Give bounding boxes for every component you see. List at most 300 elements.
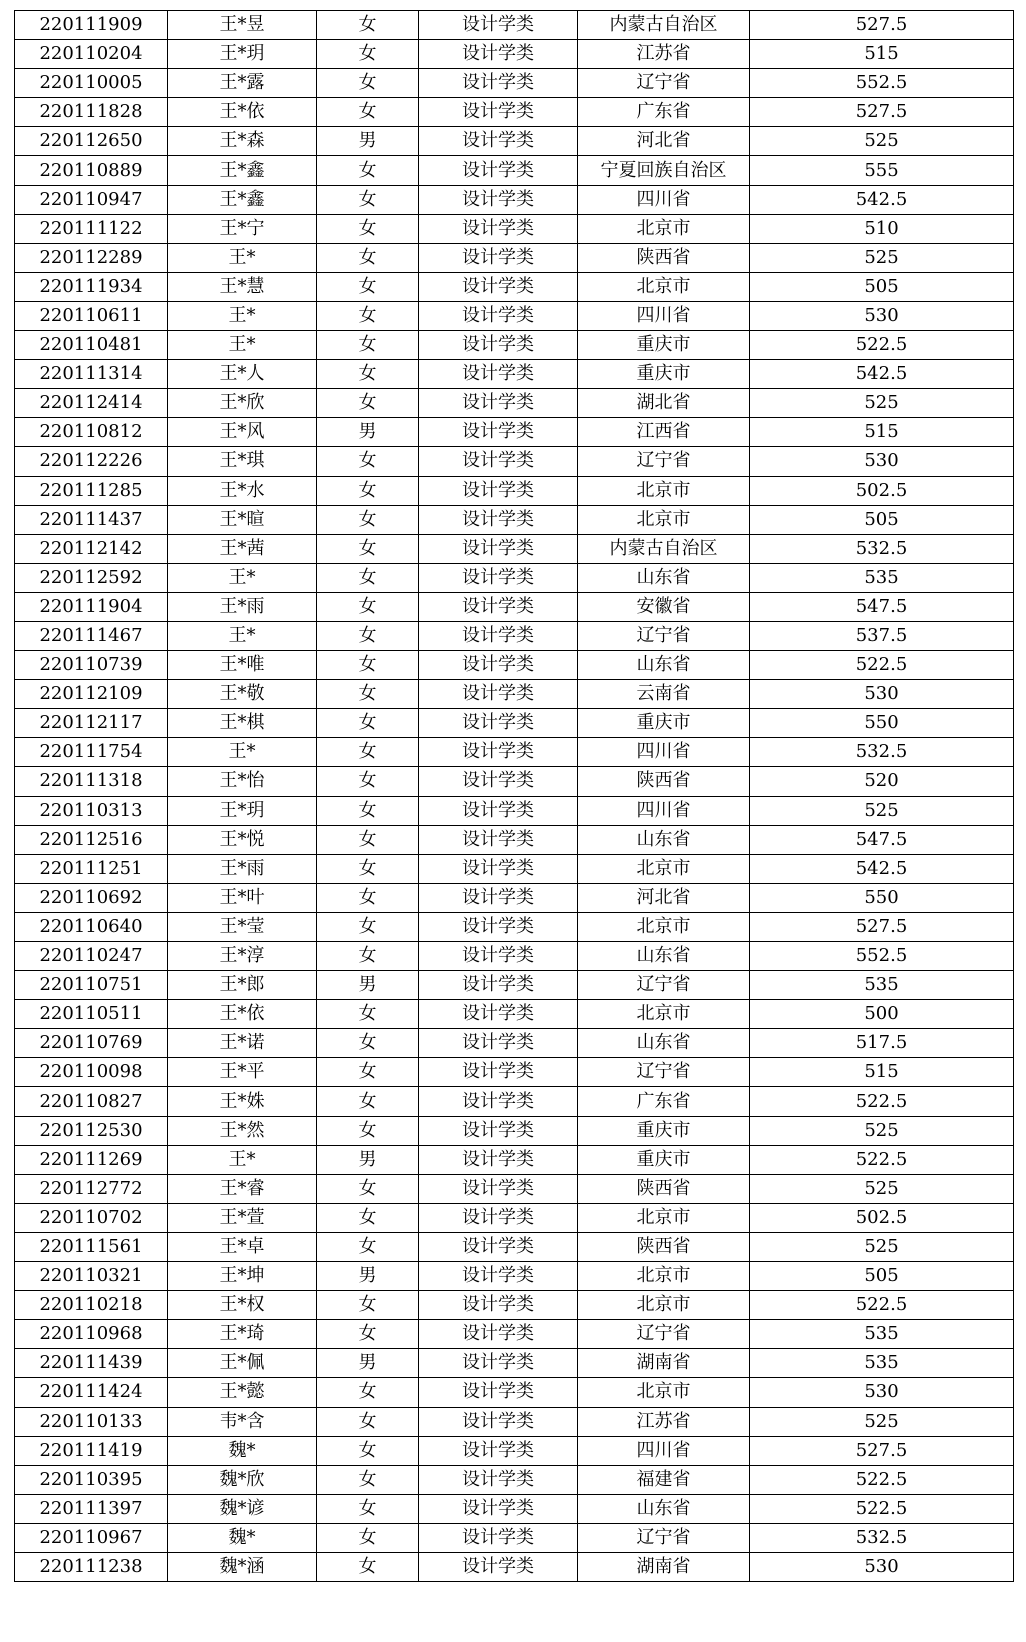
name-cell: 王*: [168, 301, 317, 330]
name-cell: 王*鑫: [168, 185, 317, 214]
score-cell: 530: [750, 1378, 1014, 1407]
major-cell: 设计学类: [419, 447, 578, 476]
gender-cell: 女: [317, 1174, 419, 1203]
gender-cell: 女: [317, 854, 419, 883]
gender-cell: 女: [317, 534, 419, 563]
candidate-id-cell: 220112226: [15, 447, 168, 476]
major-cell: 设计学类: [419, 1523, 578, 1552]
table-row: [15, 912, 1014, 941]
candidate-id-cell: 220110968: [15, 1320, 168, 1349]
table-row: [15, 621, 1014, 650]
table-row: [15, 1116, 1014, 1145]
score-cell: 522.5: [750, 1145, 1014, 1174]
table-row: [15, 331, 1014, 360]
major-cell: 设计学类: [419, 1232, 578, 1261]
score-cell: 527.5: [750, 98, 1014, 127]
province-cell: 云南省: [578, 680, 750, 709]
score-cell: 542.5: [750, 360, 1014, 389]
major-cell: 设计学类: [419, 680, 578, 709]
major-cell: 设计学类: [419, 1378, 578, 1407]
name-cell: 王*依: [168, 98, 317, 127]
score-cell: 525: [750, 1174, 1014, 1203]
name-cell: 王*雨: [168, 592, 317, 621]
candidate-id-cell: 220111397: [15, 1494, 168, 1523]
table-row: [15, 592, 1014, 621]
major-cell: 设计学类: [419, 418, 578, 447]
candidate-id-cell: 220110511: [15, 1000, 168, 1029]
province-cell: 辽宁省: [578, 1523, 750, 1552]
province-cell: 陕西省: [578, 243, 750, 272]
gender-cell: 女: [317, 1494, 419, 1523]
gender-cell: 女: [317, 11, 419, 40]
name-cell: 王*依: [168, 1000, 317, 1029]
major-cell: 设计学类: [419, 592, 578, 621]
score-cell: 522.5: [750, 1087, 1014, 1116]
province-cell: 辽宁省: [578, 971, 750, 1000]
table-row: [15, 942, 1014, 971]
province-cell: 重庆市: [578, 360, 750, 389]
score-cell: 530: [750, 301, 1014, 330]
score-cell: 532.5: [750, 534, 1014, 563]
table-row: [15, 1465, 1014, 1494]
name-cell: 王*莹: [168, 912, 317, 941]
name-cell: 王*坤: [168, 1262, 317, 1291]
table-row: [15, 447, 1014, 476]
score-cell: 535: [750, 563, 1014, 592]
major-cell: 设计学类: [419, 767, 578, 796]
candidate-id-cell: 220110313: [15, 796, 168, 825]
gender-cell: 女: [317, 1058, 419, 1087]
major-cell: 设计学类: [419, 505, 578, 534]
name-cell: 王*唯: [168, 651, 317, 680]
gender-cell: 男: [317, 1349, 419, 1378]
candidate-id-cell: 220112289: [15, 243, 168, 272]
candidate-id-cell: 220110204: [15, 40, 168, 69]
gender-cell: 女: [317, 1552, 419, 1581]
gender-cell: 女: [317, 680, 419, 709]
table-row: [15, 854, 1014, 883]
table-row: [15, 883, 1014, 912]
gender-cell: 女: [317, 98, 419, 127]
table-row: [15, 1320, 1014, 1349]
score-cell: 527.5: [750, 1436, 1014, 1465]
name-cell: 王*风: [168, 418, 317, 447]
major-cell: 设计学类: [419, 709, 578, 738]
table-row: [15, 301, 1014, 330]
candidate-id-cell: 220110967: [15, 1523, 168, 1552]
candidate-id-cell: 220110889: [15, 156, 168, 185]
name-cell: 王*水: [168, 476, 317, 505]
gender-cell: 女: [317, 912, 419, 941]
name-cell: 魏*涵: [168, 1552, 317, 1581]
table-row: [15, 738, 1014, 767]
province-cell: 江苏省: [578, 40, 750, 69]
table-row: [15, 796, 1014, 825]
province-cell: 北京市: [578, 1291, 750, 1320]
gender-cell: 女: [317, 1116, 419, 1145]
score-cell: 527.5: [750, 912, 1014, 941]
gender-cell: 女: [317, 563, 419, 592]
gender-cell: 女: [317, 1523, 419, 1552]
table-row: [15, 1058, 1014, 1087]
name-cell: 王*露: [168, 69, 317, 98]
candidate-id-cell: 220110247: [15, 942, 168, 971]
gender-cell: 男: [317, 971, 419, 1000]
score-cell: 515: [750, 418, 1014, 447]
gender-cell: 女: [317, 592, 419, 621]
name-cell: 王*姝: [168, 1087, 317, 1116]
province-cell: 北京市: [578, 505, 750, 534]
table-row: [15, 709, 1014, 738]
gender-cell: 女: [317, 1291, 419, 1320]
gender-cell: 女: [317, 942, 419, 971]
province-cell: 重庆市: [578, 1116, 750, 1145]
name-cell: 王*宁: [168, 214, 317, 243]
score-cell: 550: [750, 883, 1014, 912]
score-cell: 505: [750, 272, 1014, 301]
score-cell: 547.5: [750, 592, 1014, 621]
major-cell: 设计学类: [419, 272, 578, 301]
gender-cell: 女: [317, 825, 419, 854]
candidate-id-cell: 220111238: [15, 1552, 168, 1581]
score-cell: 525: [750, 127, 1014, 156]
gender-cell: 女: [317, 1000, 419, 1029]
table-row: [15, 360, 1014, 389]
candidate-id-cell: 220110133: [15, 1407, 168, 1436]
major-cell: 设计学类: [419, 1116, 578, 1145]
gender-cell: 女: [317, 389, 419, 418]
province-cell: 江苏省: [578, 1407, 750, 1436]
gender-cell: 女: [317, 69, 419, 98]
name-cell: 王*玥: [168, 40, 317, 69]
province-cell: 山东省: [578, 942, 750, 971]
candidate-id-cell: 220112142: [15, 534, 168, 563]
candidate-id-cell: 220112516: [15, 825, 168, 854]
table-row: [15, 1174, 1014, 1203]
candidate-id-cell: 220112592: [15, 563, 168, 592]
province-cell: 北京市: [578, 1262, 750, 1291]
score-cell: 525: [750, 1407, 1014, 1436]
name-cell: 王*: [168, 1145, 317, 1174]
gender-cell: 女: [317, 243, 419, 272]
score-cell: 522.5: [750, 331, 1014, 360]
name-cell: 王*郎: [168, 971, 317, 1000]
candidate-id-cell: 220110098: [15, 1058, 168, 1087]
table-row: [15, 389, 1014, 418]
score-cell: 555: [750, 156, 1014, 185]
province-cell: 四川省: [578, 301, 750, 330]
score-cell: 510: [750, 214, 1014, 243]
table-row: [15, 1145, 1014, 1174]
major-cell: 设计学类: [419, 1203, 578, 1232]
score-cell: 542.5: [750, 185, 1014, 214]
province-cell: 重庆市: [578, 709, 750, 738]
table-row: [15, 563, 1014, 592]
table-row: [15, 1436, 1014, 1465]
name-cell: 王*佩: [168, 1349, 317, 1378]
major-cell: 设计学类: [419, 534, 578, 563]
candidate-id-cell: 220110739: [15, 651, 168, 680]
province-cell: 湖南省: [578, 1349, 750, 1378]
province-cell: 北京市: [578, 854, 750, 883]
major-cell: 设计学类: [419, 389, 578, 418]
name-cell: 王*琦: [168, 1320, 317, 1349]
major-cell: 设计学类: [419, 1349, 578, 1378]
table-row: [15, 243, 1014, 272]
gender-cell: 男: [317, 1262, 419, 1291]
name-cell: 王*昱: [168, 11, 317, 40]
major-cell: 设计学类: [419, 1407, 578, 1436]
score-cell: 532.5: [750, 1523, 1014, 1552]
major-cell: 设计学类: [419, 796, 578, 825]
score-cell: 525: [750, 389, 1014, 418]
score-cell: 522.5: [750, 1465, 1014, 1494]
major-cell: 设计学类: [419, 360, 578, 389]
name-cell: 王*诺: [168, 1029, 317, 1058]
province-cell: 江西省: [578, 418, 750, 447]
table-body: [15, 11, 1014, 1582]
table-row: [15, 505, 1014, 534]
gender-cell: 女: [317, 40, 419, 69]
candidate-id-cell: 220111934: [15, 272, 168, 301]
major-cell: 设计学类: [419, 1320, 578, 1349]
score-cell: 552.5: [750, 942, 1014, 971]
province-cell: 辽宁省: [578, 1058, 750, 1087]
province-cell: 山东省: [578, 1029, 750, 1058]
province-cell: 四川省: [578, 796, 750, 825]
score-cell: 502.5: [750, 1203, 1014, 1232]
gender-cell: 女: [317, 1087, 419, 1116]
province-cell: 山东省: [578, 563, 750, 592]
major-cell: 设计学类: [419, 651, 578, 680]
score-cell: 525: [750, 243, 1014, 272]
province-cell: 内蒙古自治区: [578, 534, 750, 563]
score-cell: 530: [750, 680, 1014, 709]
province-cell: 河北省: [578, 127, 750, 156]
score-cell: 522.5: [750, 1291, 1014, 1320]
gender-cell: 女: [317, 1232, 419, 1261]
major-cell: 设计学类: [419, 1174, 578, 1203]
name-cell: 王*叶: [168, 883, 317, 912]
major-cell: 设计学类: [419, 1465, 578, 1494]
name-cell: 魏*欣: [168, 1465, 317, 1494]
gender-cell: 女: [317, 767, 419, 796]
table-row: [15, 1000, 1014, 1029]
candidate-id-cell: 220112117: [15, 709, 168, 738]
candidate-id-cell: 220111909: [15, 11, 168, 40]
province-cell: 四川省: [578, 738, 750, 767]
name-cell: 王*雨: [168, 854, 317, 883]
gender-cell: 女: [317, 505, 419, 534]
name-cell: 王*卓: [168, 1232, 317, 1261]
candidate-id-cell: 220111285: [15, 476, 168, 505]
candidate-id-cell: 220110321: [15, 1262, 168, 1291]
province-cell: 四川省: [578, 1436, 750, 1465]
name-cell: 王*萱: [168, 1203, 317, 1232]
score-cell: 552.5: [750, 69, 1014, 98]
major-cell: 设计学类: [419, 185, 578, 214]
name-cell: 王*琪: [168, 447, 317, 476]
candidate-id-cell: 220110827: [15, 1087, 168, 1116]
table-row: [15, 1378, 1014, 1407]
name-cell: 王*慧: [168, 272, 317, 301]
gender-cell: 女: [317, 185, 419, 214]
province-cell: 广东省: [578, 1087, 750, 1116]
province-cell: 安徽省: [578, 592, 750, 621]
province-cell: 辽宁省: [578, 447, 750, 476]
candidate-id-cell: 220110947: [15, 185, 168, 214]
major-cell: 设计学类: [419, 883, 578, 912]
name-cell: 王*茜: [168, 534, 317, 563]
name-cell: 王*玥: [168, 796, 317, 825]
gender-cell: 男: [317, 1145, 419, 1174]
candidate-id-cell: 220110395: [15, 1465, 168, 1494]
table-row: [15, 1407, 1014, 1436]
score-cell: 522.5: [750, 1494, 1014, 1523]
name-cell: 韦*含: [168, 1407, 317, 1436]
name-cell: 王*: [168, 563, 317, 592]
major-cell: 设计学类: [419, 476, 578, 505]
province-cell: 重庆市: [578, 1145, 750, 1174]
score-cell: 535: [750, 1349, 1014, 1378]
candidate-id-cell: 220110481: [15, 331, 168, 360]
candidate-id-cell: 220112772: [15, 1174, 168, 1203]
province-cell: 四川省: [578, 185, 750, 214]
candidate-id-cell: 220111122: [15, 214, 168, 243]
score-cell: 550: [750, 709, 1014, 738]
name-cell: 王*淳: [168, 942, 317, 971]
major-cell: 设计学类: [419, 563, 578, 592]
gender-cell: 女: [317, 214, 419, 243]
province-cell: 湖南省: [578, 1552, 750, 1581]
province-cell: 北京市: [578, 1000, 750, 1029]
name-cell: 王*敬: [168, 680, 317, 709]
table-row: [15, 971, 1014, 1000]
score-cell: 515: [750, 1058, 1014, 1087]
major-cell: 设计学类: [419, 942, 578, 971]
gender-cell: 女: [317, 1203, 419, 1232]
candidate-id-cell: 220112650: [15, 127, 168, 156]
province-cell: 湖北省: [578, 389, 750, 418]
gender-cell: 女: [317, 301, 419, 330]
score-cell: 502.5: [750, 476, 1014, 505]
score-cell: 535: [750, 971, 1014, 1000]
candidate-id-cell: 220110812: [15, 418, 168, 447]
candidate-id-cell: 220111439: [15, 1349, 168, 1378]
score-cell: 532.5: [750, 738, 1014, 767]
gender-cell: 女: [317, 476, 419, 505]
major-cell: 设计学类: [419, 1494, 578, 1523]
candidate-id-cell: 220110702: [15, 1203, 168, 1232]
province-cell: 陕西省: [578, 1174, 750, 1203]
score-cell: 525: [750, 796, 1014, 825]
table-row: [15, 1232, 1014, 1261]
major-cell: 设计学类: [419, 243, 578, 272]
province-cell: 福建省: [578, 1465, 750, 1494]
major-cell: 设计学类: [419, 331, 578, 360]
candidate-id-cell: 220111419: [15, 1436, 168, 1465]
name-cell: 王*: [168, 243, 317, 272]
province-cell: 北京市: [578, 1378, 750, 1407]
province-cell: 北京市: [578, 272, 750, 301]
candidate-id-cell: 220111828: [15, 98, 168, 127]
province-cell: 北京市: [578, 214, 750, 243]
name-cell: 王*懿: [168, 1378, 317, 1407]
table-row: [15, 1291, 1014, 1320]
major-cell: 设计学类: [419, 301, 578, 330]
major-cell: 设计学类: [419, 738, 578, 767]
table-row: [15, 127, 1014, 156]
gender-cell: 女: [317, 447, 419, 476]
score-cell: 522.5: [750, 651, 1014, 680]
major-cell: 设计学类: [419, 1291, 578, 1320]
table-row: [15, 1523, 1014, 1552]
table-row: [15, 98, 1014, 127]
candidate-id-cell: 220110640: [15, 912, 168, 941]
table-row: [15, 156, 1014, 185]
score-cell: 542.5: [750, 854, 1014, 883]
major-cell: 设计学类: [419, 1000, 578, 1029]
table-row: [15, 272, 1014, 301]
score-cell: 530: [750, 1552, 1014, 1581]
gender-cell: 女: [317, 883, 419, 912]
province-cell: 宁夏回族自治区: [578, 156, 750, 185]
name-cell: 王*然: [168, 1116, 317, 1145]
province-cell: 陕西省: [578, 1232, 750, 1261]
candidate-id-cell: 220110769: [15, 1029, 168, 1058]
name-cell: 魏*谚: [168, 1494, 317, 1523]
province-cell: 广东省: [578, 98, 750, 127]
candidate-id-cell: 220111424: [15, 1378, 168, 1407]
major-cell: 设计学类: [419, 1087, 578, 1116]
province-cell: 北京市: [578, 476, 750, 505]
major-cell: 设计学类: [419, 156, 578, 185]
major-cell: 设计学类: [419, 971, 578, 1000]
table-row: [15, 40, 1014, 69]
name-cell: 王*棋: [168, 709, 317, 738]
name-cell: 王*鑫: [168, 156, 317, 185]
gender-cell: 女: [317, 709, 419, 738]
table-row: [15, 651, 1014, 680]
score-cell: 525: [750, 1232, 1014, 1261]
candidate-id-cell: 220111251: [15, 854, 168, 883]
gender-cell: 女: [317, 621, 419, 650]
table-row: [15, 1349, 1014, 1378]
table-row: [15, 1029, 1014, 1058]
major-cell: 设计学类: [419, 912, 578, 941]
major-cell: 设计学类: [419, 854, 578, 883]
gender-cell: 女: [317, 1378, 419, 1407]
table-row: [15, 69, 1014, 98]
gender-cell: 女: [317, 331, 419, 360]
province-cell: 河北省: [578, 883, 750, 912]
major-cell: 设计学类: [419, 214, 578, 243]
province-cell: 山东省: [578, 651, 750, 680]
province-cell: 陕西省: [578, 767, 750, 796]
score-cell: 547.5: [750, 825, 1014, 854]
province-cell: 北京市: [578, 1203, 750, 1232]
score-cell: 515: [750, 40, 1014, 69]
candidate-id-cell: 220110611: [15, 301, 168, 330]
candidate-id-cell: 220112530: [15, 1116, 168, 1145]
candidate-id-cell: 220111314: [15, 360, 168, 389]
major-cell: 设计学类: [419, 1029, 578, 1058]
admission-score-table: [14, 10, 1014, 1582]
name-cell: 王*睿: [168, 1174, 317, 1203]
name-cell: 王*权: [168, 1291, 317, 1320]
candidate-id-cell: 220112414: [15, 389, 168, 418]
name-cell: 王*悦: [168, 825, 317, 854]
